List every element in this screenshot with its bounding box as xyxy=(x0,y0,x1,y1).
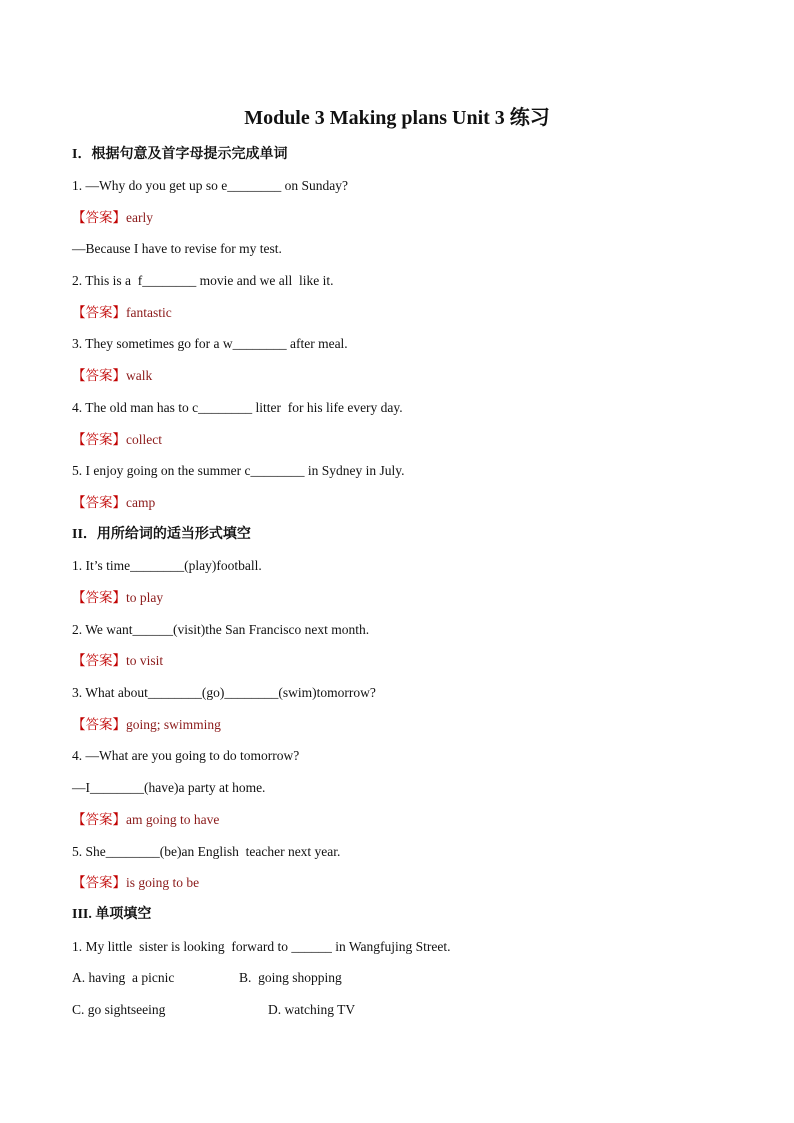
option-b: B. going shopping xyxy=(239,970,342,985)
option-c: C. go sightseeing xyxy=(72,1002,166,1017)
answer-text: going; swimming xyxy=(126,717,221,732)
answer-label: 【答案】 xyxy=(72,590,126,605)
section-2-question-4: 4. —What are you going to do tomorrow? xyxy=(72,748,300,763)
section-1-answer-2 xyxy=(72,304,172,322)
answer-label: 【答案】 xyxy=(72,210,126,225)
section-1-question-5: 5. I enjoy going on the summer c________ in Sydney in July. xyxy=(72,463,405,478)
section-2-question-4-reply: —I________(have)a party at home. xyxy=(72,780,266,795)
answer-label: 【答案】 xyxy=(72,495,126,510)
section-1-question-2: 2. This is a f________ movie and we all like it. xyxy=(72,273,334,288)
section-2-answer-4 xyxy=(72,811,219,829)
section-2-question-3: 3. What about________(go)________(swim)tomorrow? xyxy=(72,685,376,700)
answer-text: fantastic xyxy=(126,305,172,320)
section-2-question-5: 5. She________(be)an English teacher next year. xyxy=(72,844,341,859)
answer-text: camp xyxy=(126,495,156,510)
answer-text: to play xyxy=(126,590,164,605)
section-1-answer-4 xyxy=(72,431,162,449)
section-2-question-2: 2. We want______(visit)the San Francisco next month. xyxy=(72,622,370,637)
section-1-heading: I．根据句意及首字母提示完成单词 xyxy=(72,147,288,162)
answer-label: 【答案】 xyxy=(72,717,126,732)
option-a: A. having a picnic xyxy=(72,970,175,985)
answer-label: 【答案】 xyxy=(72,653,126,668)
answer-text: is going to be xyxy=(126,875,200,890)
option-d: D. watching TV xyxy=(268,1002,356,1017)
section-2-answer-2 xyxy=(72,652,163,670)
answer-text: to visit xyxy=(126,653,164,668)
section-1-question-4: 4. The old man has to c________ litter for his life every day. xyxy=(72,400,403,415)
section-3-heading: III. 单项填空 xyxy=(72,907,152,922)
answer-label: 【答案】 xyxy=(72,875,126,890)
answer-label: 【答案】 xyxy=(72,812,126,827)
section-1-question-3: 3. They sometimes go for a w________ after meal. xyxy=(72,336,348,351)
section-1-question-1-reply: —Because I have to revise for my test. xyxy=(72,241,282,256)
answer-label: 【答案】 xyxy=(72,432,126,447)
section-1-answer-5 xyxy=(72,494,155,512)
section-2-answer-1 xyxy=(72,589,163,607)
answer-text: early xyxy=(126,210,153,225)
section-2-question-1: 1. It’s time________(play)football. xyxy=(72,558,262,573)
answer-label: 【答案】 xyxy=(72,368,126,383)
answer-label: 【答案】 xyxy=(72,305,126,320)
page-title: Module 3 Making plans Unit 3 练习 xyxy=(244,107,550,129)
section-2-heading: II．用所给词的适当形式填空 xyxy=(72,527,251,542)
section-1-answer-3 xyxy=(72,367,152,385)
answer-text: walk xyxy=(126,368,153,383)
section-1-answer-1 xyxy=(72,209,153,227)
section-3-question-1: 1. My little sister is looking forward to ______ in Wangfujing Street. xyxy=(72,939,451,954)
section-2-answer-3 xyxy=(72,716,221,734)
section-2-answer-5 xyxy=(72,874,199,892)
section-1-question-1: 1. —Why do you get up so e________ on Sunday? xyxy=(72,178,348,193)
answer-text: collect xyxy=(126,432,162,447)
answer-text: am going to have xyxy=(126,812,220,827)
